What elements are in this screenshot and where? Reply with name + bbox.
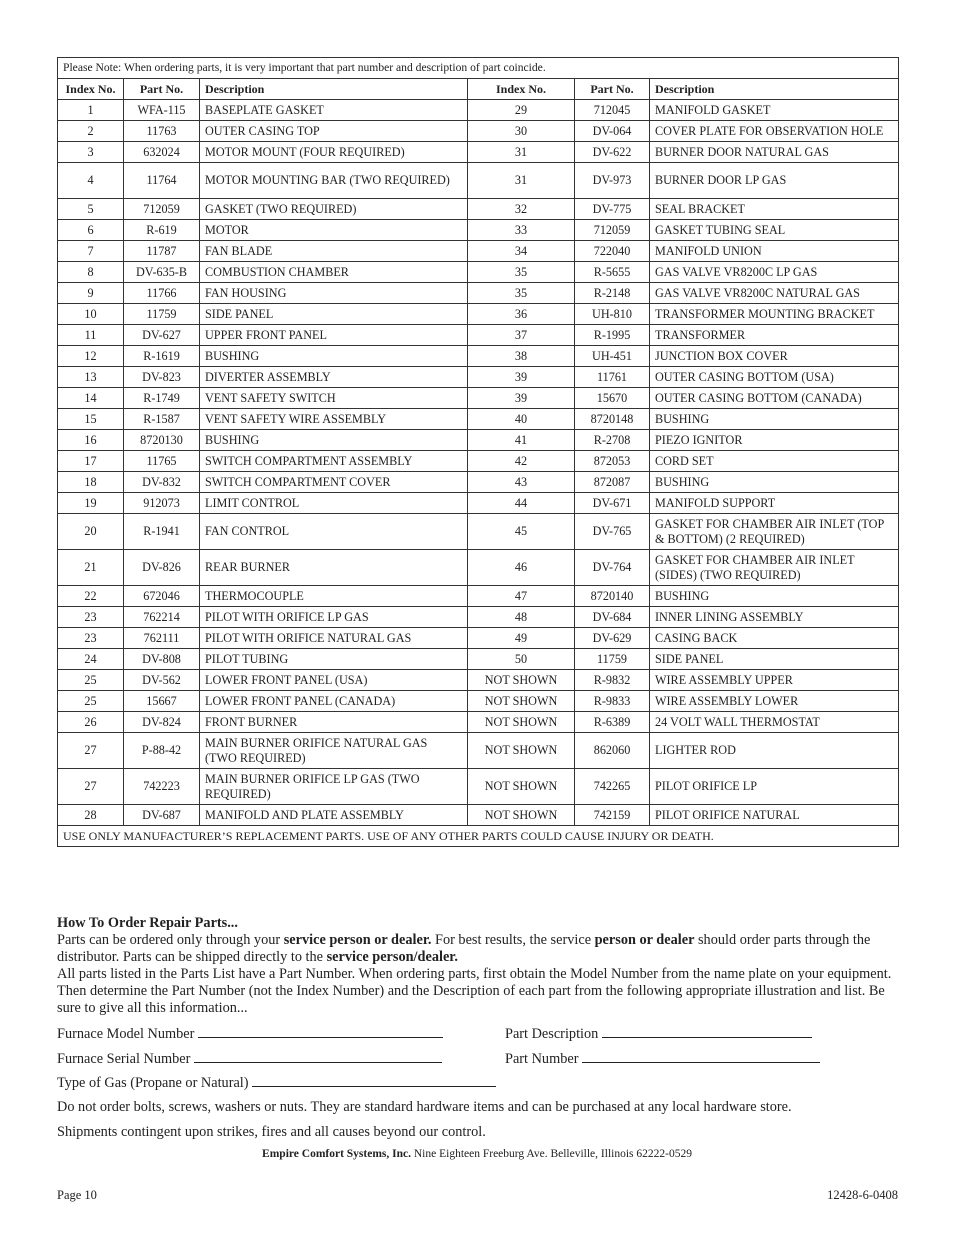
cell-part-no: DV-826: [124, 550, 200, 586]
cell-part-no: 11765: [124, 451, 200, 472]
table-row: [58, 451, 899, 472]
cell-part-no: 742223: [124, 769, 200, 805]
cell-description: PILOT TUBING: [200, 649, 468, 670]
cell-part-no-right: DV-629: [575, 628, 650, 649]
cell-index-no: 25: [58, 691, 124, 712]
company-address: [0, 1148, 954, 1160]
cell-part-no-right: DV-764: [575, 550, 650, 586]
cell-description-right: BUSHING: [650, 472, 899, 493]
serial-number-field: [57, 1051, 442, 1068]
cell-index-no: 9: [58, 283, 124, 304]
cell-description-right: TRANSFORMER: [650, 325, 899, 346]
cell-description: MOTOR: [200, 220, 468, 241]
cell-index-no: 27: [58, 769, 124, 805]
cell-part-no: WFA-115: [124, 100, 200, 121]
cell-index-no: 4: [58, 163, 124, 199]
cell-index-no-right: NOT SHOWN: [468, 769, 575, 805]
table-row: [58, 733, 899, 769]
cell-part-no-right: 8720140: [575, 586, 650, 607]
cell-index-no: 18: [58, 472, 124, 493]
cell-description-right: WIRE ASSEMBLY UPPER: [650, 670, 899, 691]
cell-part-no: DV-562: [124, 670, 200, 691]
cell-part-no-right: R-2708: [575, 430, 650, 451]
cell-description-right: INNER LINING ASSEMBLY: [650, 607, 899, 628]
gas-type-label: Type of Gas (Propane or Natural): [57, 1075, 249, 1091]
cell-index-no-right: 47: [468, 586, 575, 607]
table-row: [58, 241, 899, 262]
cell-part-no: R-1619: [124, 346, 200, 367]
company-name: Empire Comfort Systems, Inc.: [262, 1148, 411, 1160]
cell-description: FAN BLADE: [200, 241, 468, 262]
cell-description-right: PILOT ORIFICE NATURAL: [650, 805, 899, 826]
cell-description-right: SIDE PANEL: [650, 649, 899, 670]
cell-index-no: 11: [58, 325, 124, 346]
cell-part-no-right: 712045: [575, 100, 650, 121]
header-description-right: Description: [650, 79, 899, 100]
header-index-no: Index No.: [58, 79, 124, 100]
cell-description: PILOT WITH ORIFICE NATURAL GAS: [200, 628, 468, 649]
header-part-no: Part No.: [124, 79, 200, 100]
cell-part-no-right: DV-765: [575, 514, 650, 550]
cell-part-no: 11764: [124, 163, 200, 199]
cell-part-no: R-619: [124, 220, 200, 241]
cell-part-no: DV-808: [124, 649, 200, 670]
cell-description: VENT SAFETY WIRE ASSEMBLY: [200, 409, 468, 430]
table-row: [58, 670, 899, 691]
cell-part-no: 11766: [124, 283, 200, 304]
table-row: [58, 550, 899, 586]
cell-description-right: LIGHTER ROD: [650, 733, 899, 769]
cell-description-right: PIEZO IGNITOR: [650, 430, 899, 451]
table-note-row: [58, 58, 899, 79]
cell-part-no: DV-627: [124, 325, 200, 346]
cell-index-no: 1: [58, 100, 124, 121]
order-heading: How To Order Repair Parts...: [57, 915, 238, 931]
order-text-bold: person or dealer: [594, 932, 695, 948]
cell-index-no-right: NOT SHOWN: [468, 805, 575, 826]
cell-index-no-right: 31: [468, 163, 575, 199]
cell-part-no: 762214: [124, 607, 200, 628]
cell-index-no: 8: [58, 262, 124, 283]
cell-index-no-right: 31: [468, 142, 575, 163]
cell-description: SWITCH COMPARTMENT COVER: [200, 472, 468, 493]
cell-description: MOTOR MOUNTING BAR (TWO REQUIRED): [200, 163, 468, 199]
cell-part-no-right: 15670: [575, 388, 650, 409]
cell-description-right: MANIFOLD SUPPORT: [650, 493, 899, 514]
cell-part-no: 912073: [124, 493, 200, 514]
table-row: [58, 805, 899, 826]
header-part-no-right: Part No.: [575, 79, 650, 100]
table-row: [58, 514, 899, 550]
page-number: Page 10: [57, 1188, 97, 1202]
order-text: should order parts through the distributor. Parts can be shipped directly to the: [57, 932, 871, 965]
hardware-note: Do not order bolts, screws, washers or nuts. They are standard hardware items and can be purchased at any local hardware store.: [57, 1099, 792, 1115]
cell-part-no-right: R-2148: [575, 283, 650, 304]
cell-description: FAN HOUSING: [200, 283, 468, 304]
gas-type-blank: [252, 1085, 496, 1087]
cell-index-no-right: 32: [468, 199, 575, 220]
cell-part-no: 11763: [124, 121, 200, 142]
cell-part-no-right: DV-973: [575, 163, 650, 199]
cell-description: MOTOR MOUNT (FOUR REQUIRED): [200, 142, 468, 163]
table-row: [58, 346, 899, 367]
table-row: [58, 100, 899, 121]
cell-index-no: 23: [58, 607, 124, 628]
document-id: 12428-6-0408: [827, 1188, 898, 1202]
cell-index-no: 20: [58, 514, 124, 550]
order-paragraph-part-number: All parts listed in the Parts List have a Part Number. When ordering parts, first obtain the Model Number from the name plate on your equipment. Then determine the Part Number (not the Index Number) and the Description of each part from the following appropriate illustration and list. Be sure to give all this information...: [57, 966, 892, 1016]
cell-part-no-right: R-9832: [575, 670, 650, 691]
table-row: [58, 586, 899, 607]
cell-description-right: MANIFOLD GASKET: [650, 100, 899, 121]
cell-part-no: DV-823: [124, 367, 200, 388]
gas-type-field: [57, 1075, 496, 1092]
parts-table-body: [58, 100, 899, 826]
cell-index-no-right: 40: [468, 409, 575, 430]
cell-description: MAIN BURNER ORIFICE LP GAS (TWO REQUIRED): [200, 769, 468, 805]
cell-description: COMBUSTION CHAMBER: [200, 262, 468, 283]
table-row: [58, 220, 899, 241]
cell-description-right: BURNER DOOR NATURAL GAS: [650, 142, 899, 163]
cell-description-right: 24 VOLT WALL THERMOSTAT: [650, 712, 899, 733]
part-number-label: Part Number: [505, 1051, 579, 1067]
cell-description-right: BUSHING: [650, 409, 899, 430]
cell-part-no-right: 862060: [575, 733, 650, 769]
cell-index-no-right: 33: [468, 220, 575, 241]
order-paragraph-channel: [57, 932, 902, 966]
cell-description: SWITCH COMPARTMENT ASSEMBLY: [200, 451, 468, 472]
order-instructions: [57, 915, 902, 1017]
table-row: [58, 628, 899, 649]
cell-part-no: DV-824: [124, 712, 200, 733]
cell-index-no: 26: [58, 712, 124, 733]
cell-description-right: JUNCTION BOX COVER: [650, 346, 899, 367]
cell-description: SIDE PANEL: [200, 304, 468, 325]
cell-index-no: 13: [58, 367, 124, 388]
cell-description: GASKET (TWO REQUIRED): [200, 199, 468, 220]
table-row: [58, 304, 899, 325]
cell-description: LIMIT CONTROL: [200, 493, 468, 514]
cell-description-right: OUTER CASING BOTTOM (USA): [650, 367, 899, 388]
cell-part-no: 672046: [124, 586, 200, 607]
cell-description: MANIFOLD AND PLATE ASSEMBLY: [200, 805, 468, 826]
cell-index-no: 3: [58, 142, 124, 163]
cell-description-right: GASKET FOR CHAMBER AIR INLET (SIDES) (TWO REQUIRED): [650, 550, 899, 586]
cell-part-no: DV-635-B: [124, 262, 200, 283]
cell-part-no: R-1587: [124, 409, 200, 430]
cell-description-right: GASKET FOR CHAMBER AIR INLET (TOP & BOTTOM) (2 REQUIRED): [650, 514, 899, 550]
cell-description-right: TRANSFORMER MOUNTING BRACKET: [650, 304, 899, 325]
cell-index-no-right: NOT SHOWN: [468, 733, 575, 769]
cell-index-no-right: 48: [468, 607, 575, 628]
cell-part-no-right: DV-671: [575, 493, 650, 514]
cell-index-no-right: 45: [468, 514, 575, 550]
cell-index-no-right: NOT SHOWN: [468, 691, 575, 712]
cell-description: DIVERTER ASSEMBLY: [200, 367, 468, 388]
cell-description: UPPER FRONT PANEL: [200, 325, 468, 346]
cell-index-no-right: 38: [468, 346, 575, 367]
cell-description-right: COVER PLATE FOR OBSERVATION HOLE: [650, 121, 899, 142]
model-number-label: Furnace Model Number: [57, 1026, 195, 1042]
order-text-bold: service person/dealer.: [326, 949, 458, 965]
cell-index-no-right: 35: [468, 283, 575, 304]
cell-index-no-right: 43: [468, 472, 575, 493]
table-row: [58, 493, 899, 514]
cell-description: BASEPLATE GASKET: [200, 100, 468, 121]
cell-part-no-right: 11761: [575, 367, 650, 388]
cell-index-no: 12: [58, 346, 124, 367]
cell-description: LOWER FRONT PANEL (USA): [200, 670, 468, 691]
cell-index-no-right: NOT SHOWN: [468, 670, 575, 691]
cell-part-no-right: R-9833: [575, 691, 650, 712]
cell-part-no-right: DV-064: [575, 121, 650, 142]
cell-index-no-right: 39: [468, 388, 575, 409]
cell-index-no: 6: [58, 220, 124, 241]
cell-part-no-right: R-1995: [575, 325, 650, 346]
cell-part-no-right: 8720148: [575, 409, 650, 430]
cell-part-no: 8720130: [124, 430, 200, 451]
cell-part-no: 712059: [124, 199, 200, 220]
cell-index-no: 23: [58, 628, 124, 649]
cell-description: FAN CONTROL: [200, 514, 468, 550]
model-number-blank: [198, 1036, 443, 1038]
cell-description: BUSHING: [200, 430, 468, 451]
cell-index-no-right: 37: [468, 325, 575, 346]
cell-index-no: 5: [58, 199, 124, 220]
header-description: Description: [200, 79, 468, 100]
cell-index-no-right: 36: [468, 304, 575, 325]
cell-part-no-right: UH-451: [575, 346, 650, 367]
cell-part-no-right: R-6389: [575, 712, 650, 733]
cell-description: THERMOCOUPLE: [200, 586, 468, 607]
header-index-no-right: Index No.: [468, 79, 575, 100]
cell-part-no-right: 742159: [575, 805, 650, 826]
cell-index-no: 28: [58, 805, 124, 826]
part-number-blank: [582, 1061, 820, 1063]
cell-description: VENT SAFETY SWITCH: [200, 388, 468, 409]
table-row: [58, 712, 899, 733]
table-row: [58, 607, 899, 628]
table-row: [58, 142, 899, 163]
cell-index-no: 19: [58, 493, 124, 514]
table-row: [58, 262, 899, 283]
cell-description: PILOT WITH ORIFICE LP GAS: [200, 607, 468, 628]
table-row: [58, 325, 899, 346]
table-footer-row: [58, 826, 899, 847]
table-row: [58, 769, 899, 805]
cell-index-no-right: 41: [468, 430, 575, 451]
cell-part-no: DV-687: [124, 805, 200, 826]
cell-part-no-right: 722040: [575, 241, 650, 262]
parts-list-table: [57, 57, 899, 847]
cell-description: OUTER CASING TOP: [200, 121, 468, 142]
table-row: [58, 409, 899, 430]
cell-part-no-right: R-5655: [575, 262, 650, 283]
table-row: [58, 163, 899, 199]
cell-part-no: 11759: [124, 304, 200, 325]
table-row: [58, 691, 899, 712]
cell-part-no: R-1749: [124, 388, 200, 409]
cell-index-no: 2: [58, 121, 124, 142]
table-row: [58, 199, 899, 220]
cell-description-right: BURNER DOOR LP GAS: [650, 163, 899, 199]
cell-part-no-right: 11759: [575, 649, 650, 670]
cell-part-no: 762111: [124, 628, 200, 649]
cell-index-no-right: 29: [468, 100, 575, 121]
table-row: [58, 430, 899, 451]
cell-part-no: 15667: [124, 691, 200, 712]
cell-description: BUSHING: [200, 346, 468, 367]
cell-index-no-right: 49: [468, 628, 575, 649]
cell-description: REAR BURNER: [200, 550, 468, 586]
cell-index-no: 25: [58, 670, 124, 691]
cell-description-right: PILOT ORIFICE LP: [650, 769, 899, 805]
cell-index-no: 10: [58, 304, 124, 325]
part-description-blank: [602, 1036, 812, 1038]
cell-part-no-right: DV-775: [575, 199, 650, 220]
cell-description: LOWER FRONT PANEL (CANADA): [200, 691, 468, 712]
table-row: [58, 283, 899, 304]
cell-index-no: 14: [58, 388, 124, 409]
cell-index-no-right: 35: [468, 262, 575, 283]
cell-part-no-right: DV-622: [575, 142, 650, 163]
cell-part-no: R-1941: [124, 514, 200, 550]
cell-index-no-right: 34: [468, 241, 575, 262]
cell-index-no-right: 39: [468, 367, 575, 388]
table-row: [58, 367, 899, 388]
cell-part-no-right: 872087: [575, 472, 650, 493]
ordering-note: Please Note: When ordering parts, it is very important that part number and description of part coincide.: [58, 58, 899, 79]
company-street-address: Nine Eighteen Freeburg Ave. Belleville, Illinois 62222-0529: [411, 1148, 692, 1160]
cell-part-no-right: 712059: [575, 220, 650, 241]
part-number-field: [505, 1051, 820, 1068]
model-number-field: [57, 1026, 443, 1043]
cell-part-no: P-88-42: [124, 733, 200, 769]
table-header-row: [58, 79, 899, 100]
cell-index-no: 7: [58, 241, 124, 262]
replacement-parts-warning: USE ONLY MANUFACTURER’S REPLACEMENT PARTS. USE OF ANY OTHER PARTS COULD CAUSE INJURY OR DEATH.: [58, 826, 899, 847]
cell-description-right: BUSHING: [650, 586, 899, 607]
cell-part-no-right: 742265: [575, 769, 650, 805]
cell-index-no-right: 42: [468, 451, 575, 472]
order-text: Parts can be ordered only through your: [57, 932, 284, 948]
serial-number-blank: [194, 1061, 442, 1063]
cell-part-no-right: 872053: [575, 451, 650, 472]
cell-part-no-right: DV-684: [575, 607, 650, 628]
cell-description: MAIN BURNER ORIFICE NATURAL GAS (TWO REQUIRED): [200, 733, 468, 769]
cell-description-right: CASING BACK: [650, 628, 899, 649]
table-row: [58, 121, 899, 142]
cell-index-no: 27: [58, 733, 124, 769]
cell-part-no: 632024: [124, 142, 200, 163]
part-description-field: [505, 1026, 812, 1043]
cell-index-no-right: 46: [468, 550, 575, 586]
cell-index-no: 15: [58, 409, 124, 430]
cell-part-no: 11787: [124, 241, 200, 262]
cell-index-no-right: 30: [468, 121, 575, 142]
cell-index-no: 24: [58, 649, 124, 670]
cell-part-no: DV-832: [124, 472, 200, 493]
table-row: [58, 472, 899, 493]
cell-description: FRONT BURNER: [200, 712, 468, 733]
cell-description-right: GAS VALVE VR8200C NATURAL GAS: [650, 283, 899, 304]
order-text: For best results, the service: [431, 932, 595, 948]
cell-index-no: 21: [58, 550, 124, 586]
cell-part-no-right: UH-810: [575, 304, 650, 325]
cell-description-right: SEAL BRACKET: [650, 199, 899, 220]
cell-index-no-right: 50: [468, 649, 575, 670]
cell-description-right: OUTER CASING BOTTOM (CANADA): [650, 388, 899, 409]
cell-description-right: GASKET TUBING SEAL: [650, 220, 899, 241]
cell-index-no-right: 44: [468, 493, 575, 514]
table-row: [58, 649, 899, 670]
cell-index-no: 17: [58, 451, 124, 472]
cell-index-no-right: NOT SHOWN: [468, 712, 575, 733]
serial-number-label: Furnace Serial Number: [57, 1051, 191, 1067]
cell-description-right: WIRE ASSEMBLY LOWER: [650, 691, 899, 712]
cell-description-right: MANIFOLD UNION: [650, 241, 899, 262]
cell-description-right: GAS VALVE VR8200C LP GAS: [650, 262, 899, 283]
order-text-bold: service person or dealer.: [283, 932, 432, 948]
table-row: [58, 388, 899, 409]
cell-description-right: CORD SET: [650, 451, 899, 472]
shipment-note: Shipments contingent upon strikes, fires and all causes beyond our control.: [57, 1124, 486, 1140]
cell-index-no: 22: [58, 586, 124, 607]
cell-index-no: 16: [58, 430, 124, 451]
part-description-label: Part Description: [505, 1026, 599, 1042]
